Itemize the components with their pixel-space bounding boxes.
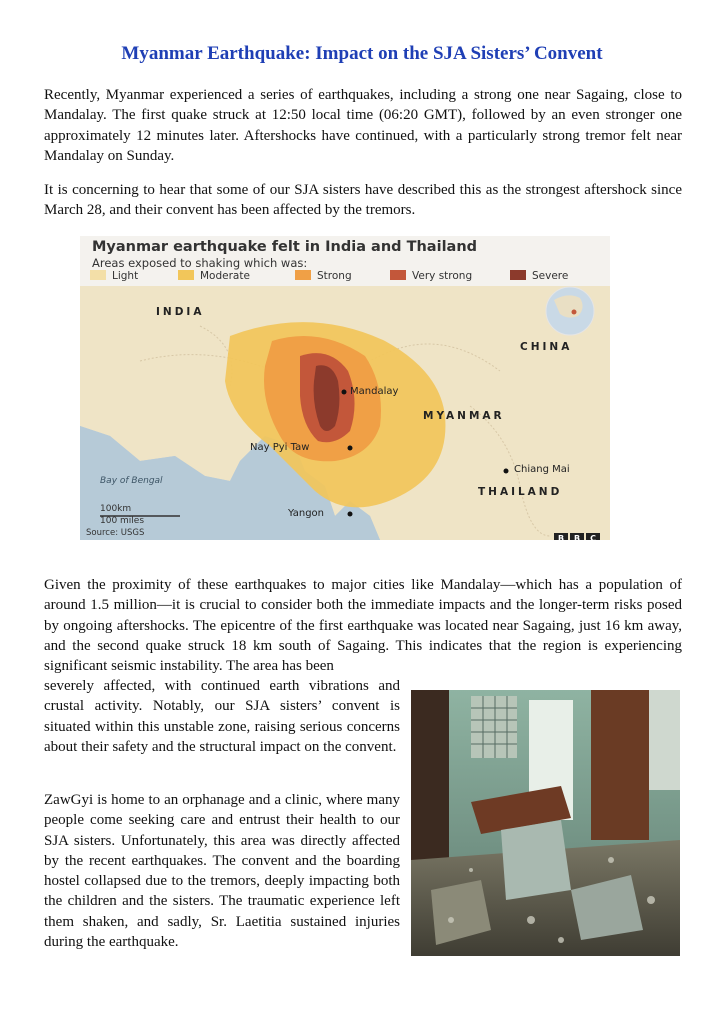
label-india: INDIA	[156, 306, 205, 318]
damaged-room-illustration	[411, 690, 680, 956]
legend-swatch	[390, 270, 406, 280]
label-china: CHINA	[520, 341, 573, 353]
legend-item-strong	[295, 270, 352, 282]
legend-label: Severe	[532, 270, 569, 282]
label-mandalay: Mandalay	[350, 386, 399, 397]
label-myanmar: MYANMAR	[423, 410, 505, 422]
map-legend	[90, 270, 605, 284]
map-header	[80, 236, 610, 286]
convent-zone-paragraph: severely affected, with continued earth vibrations and crustal activity. Notably, our SJA sisters’ convent is situated within this unstable zone, raising serious concerns about their safety and the structural impact on the convent.	[44, 678, 400, 755]
map-title: Myanmar earthquake felt in India and Thailand	[92, 239, 478, 255]
label-thailand: THAILAND	[478, 486, 563, 498]
label-nay-pyi-taw: Nay Pyi Taw	[250, 442, 310, 453]
proximity-paragraph: Given the proximity of these earthquakes to major cities like Mandalay—which has a population of around 1.5 million—it is crucial to consider both the immediate impacts and the longer-term risks posed by ongoing aftershocks. The epicentre of the first earthquake was located near Sagaing, just 16 km away, and the second quake struck 18 km south of Sagaing. This indicates that the region is experiencing significant seismic instability. The area has been	[44, 577, 682, 675]
legend-item-moderate	[178, 270, 250, 282]
legend-swatch	[90, 270, 106, 280]
label-chiang-mai: Chiang Mai	[514, 464, 570, 475]
legend-swatch	[295, 270, 311, 280]
bbc-logo-letter: B	[570, 533, 584, 540]
bbc-logo-letter: B	[554, 533, 568, 540]
bbc-logo	[554, 528, 602, 540]
legend-swatch	[510, 270, 526, 280]
label-bay-of-bengal: Bay of Bengal	[100, 476, 163, 486]
legend-swatch	[178, 270, 194, 280]
map-source: Source: USGS	[86, 528, 145, 538]
scale-miles: 100 miles	[100, 516, 145, 526]
map-subtitle: Areas exposed to shaking which was:	[92, 256, 308, 270]
earthquake-map	[80, 236, 610, 540]
zawgyi-paragraph: ZawGyi is home to an orphanage and a clinic, where many people come seeking care and entrust their health to our SJA sisters. Unfortunately, this area was directly affected by the recent earthquakes. The convent and the boarding hostel collapsed due to the tremors, deeply impacting both the children and the sisters. The traumatic experience left them shaken, and sadly, Sr. Laetitia sustained injuries during the earthquake.	[44, 792, 400, 951]
scale-km: 100km	[100, 504, 132, 514]
legend-item-severe	[510, 270, 568, 282]
page-title: Myanmar Earthquake: Impact on the SJA Sisters’ Convent	[121, 43, 603, 64]
map-graphic	[80, 286, 610, 540]
legend-label: Light	[112, 270, 139, 282]
intro-paragraph: Recently, Myanmar experienced a series of earthquakes, including a strong one near Sagaing, close to Mandalay. The first quake struck at 12:50 local time (06:20 GMT), followed by an even stronger one approximately 12 minutes later. Aftershocks have continued, with a particularly strong tremor felt near Mandalay on Sunday.	[44, 87, 682, 164]
legend-label: Strong	[317, 270, 352, 282]
bbc-logo-letter: C	[586, 533, 600, 540]
legend-item-light	[90, 270, 138, 282]
concern-paragraph: It is concerning to hear that some of our SJA sisters have described this as the strongest aftershock since March 28, and their convent has been affected by the tremors.	[44, 182, 682, 219]
legend-item-very-strong	[390, 270, 472, 282]
damaged-convent-photo	[411, 690, 680, 956]
label-yangon: Yangon	[288, 508, 325, 519]
legend-label: Very strong	[412, 270, 473, 282]
legend-label: Moderate	[200, 270, 250, 282]
